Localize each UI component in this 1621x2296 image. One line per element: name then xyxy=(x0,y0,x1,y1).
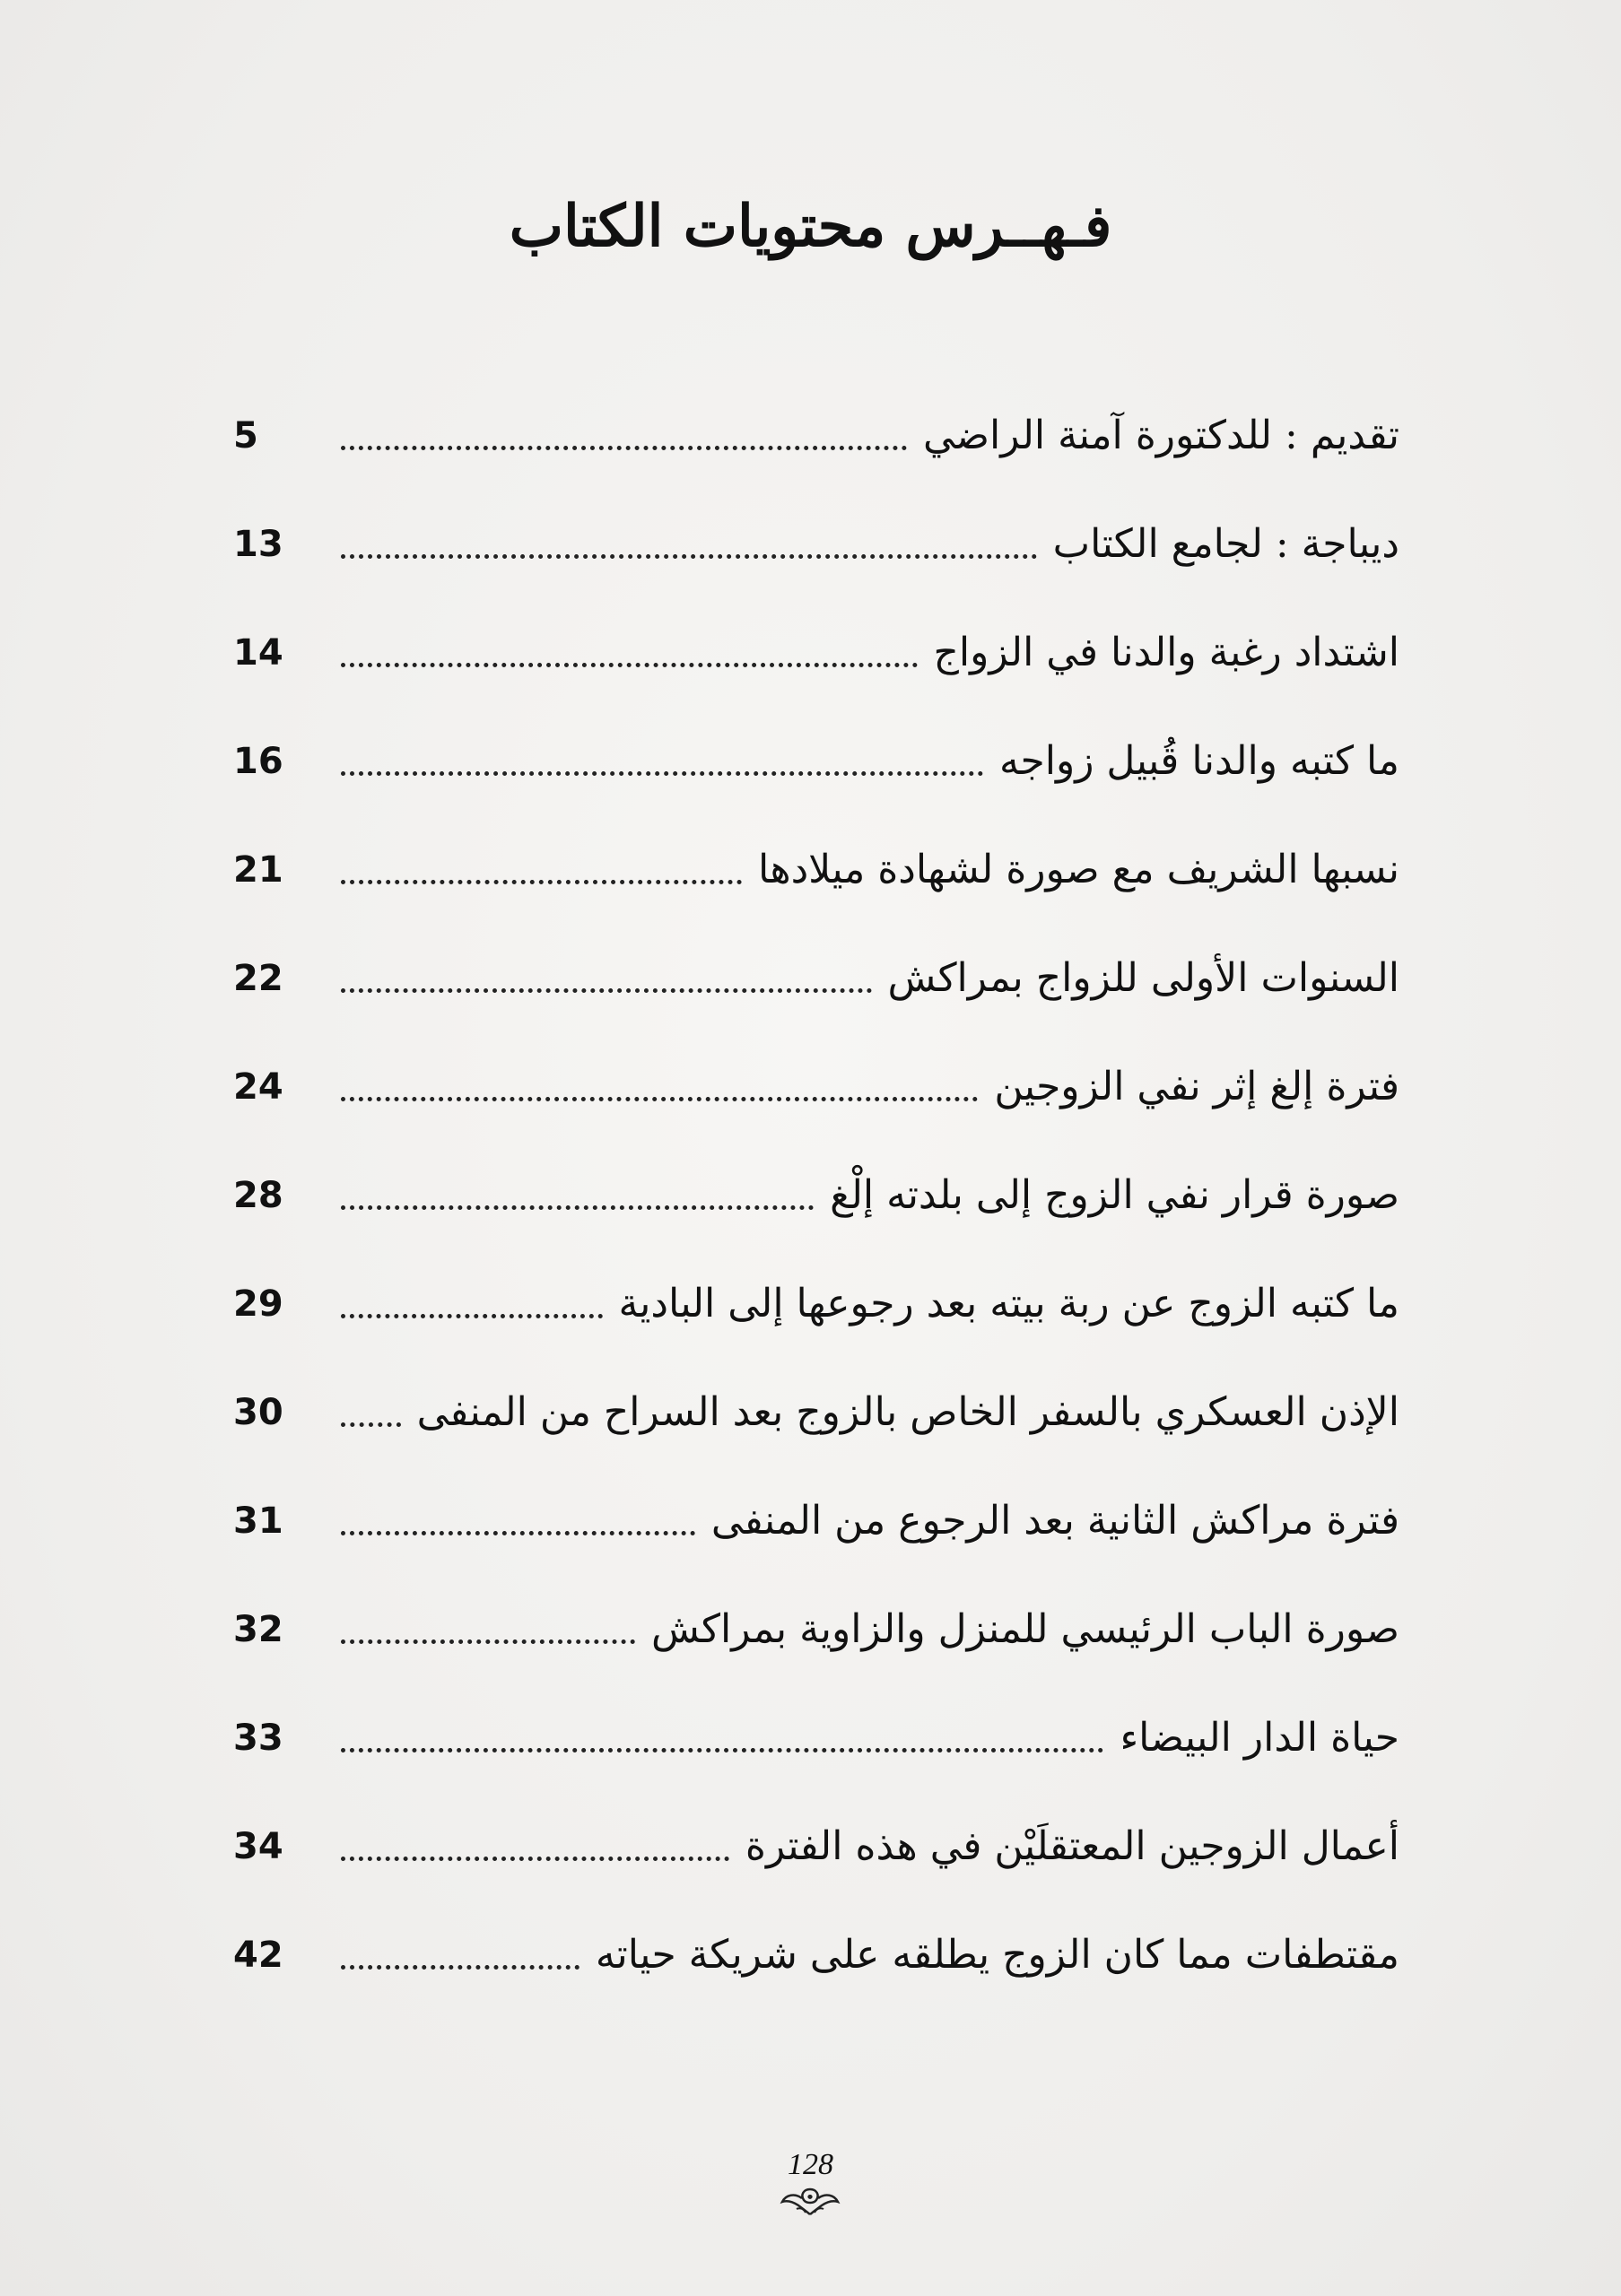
toc-page-number: 33 xyxy=(233,1717,283,1759)
toc-page-number: 5 xyxy=(233,414,258,457)
toc-page-number: 16 xyxy=(233,740,283,782)
toc-row xyxy=(233,1249,1399,1358)
toc-row xyxy=(233,1683,1399,1792)
toc-page-number: 24 xyxy=(233,1065,283,1108)
toc-page-number: 22 xyxy=(233,957,283,999)
dot-leader xyxy=(341,663,918,667)
toc-entry-title: ما كتبه الزوج عن ربة بيته بعد رجوعها إلى البادية xyxy=(618,1281,1399,1326)
dot-leader xyxy=(341,1097,978,1101)
dot-leader xyxy=(341,1422,401,1427)
toc-row xyxy=(233,598,1399,707)
page-number: 128 xyxy=(788,2148,833,2181)
toc-row xyxy=(233,1141,1399,1249)
toc-entry-title: السنوات الأولى للزواج بمراكش xyxy=(887,955,1399,1001)
toc-row xyxy=(233,381,1399,490)
toc-row xyxy=(233,1466,1399,1575)
toc-entry-title: الإذن العسكري بالسفر الخاص بالزوج بعد السراح من المنفى xyxy=(416,1389,1399,1435)
table-of-contents xyxy=(233,381,1399,2009)
toc-entry-title: فترة مراكش الثانية بعد الرجوع من المنفى xyxy=(710,1498,1399,1544)
toc-page-number: 32 xyxy=(233,1608,283,1650)
toc-entry-title: أعمال الزوجين المعتقلَيْن في هذه الفترة xyxy=(745,1823,1399,1869)
toc-entry-title: صورة الباب الرئيسي للمنزل والزاوية بمراكش xyxy=(650,1606,1399,1652)
dot-leader xyxy=(341,446,907,450)
dot-leader xyxy=(341,880,742,884)
toc-page-number: 30 xyxy=(233,1391,283,1433)
toc-row xyxy=(233,490,1399,598)
dot-leader xyxy=(341,1205,814,1210)
toc-entry-title: صورة قرار نفي الزوج إلى بلدته إلْغ xyxy=(830,1172,1399,1218)
toc-entry-title: تقديم : للدكتورة آمنة الراضي xyxy=(922,413,1399,458)
floral-ornament-icon xyxy=(779,2184,841,2220)
dot-leader xyxy=(341,1639,635,1644)
toc-row xyxy=(233,1900,1399,2009)
dot-leader xyxy=(341,1748,1103,1752)
toc-row xyxy=(233,924,1399,1032)
toc-entry-title: ما كتبه والدنا قُبيل زواجه xyxy=(998,738,1399,784)
toc-page-number: 29 xyxy=(233,1283,283,1325)
toc-page-number: 42 xyxy=(233,1934,283,1976)
toc-row xyxy=(233,1358,1399,1466)
toc-row xyxy=(233,1032,1399,1141)
dot-leader xyxy=(341,1314,603,1318)
dot-leader xyxy=(341,988,872,993)
dot-leader xyxy=(341,1965,580,1970)
dot-leader xyxy=(341,771,983,776)
toc-page-number: 21 xyxy=(233,848,283,891)
page-title: فـهــرس محتويات الكتاب xyxy=(509,193,1112,260)
toc-entry-title: اشتداد رغبة والدنا في الزواج xyxy=(933,630,1399,675)
toc-page-number: 14 xyxy=(233,631,283,674)
dot-leader xyxy=(341,1857,729,1861)
toc-entry-title: فترة إلغ إثر نفي الزوجين xyxy=(994,1064,1399,1109)
toc-entry-title: حياة الدار البيضاء xyxy=(1120,1715,1399,1761)
toc-entry-title: مقتطفات مما كان الزوج يطلقه على شريكة حياته xyxy=(595,1932,1399,1978)
toc-row xyxy=(233,815,1399,924)
toc-entry-title: نسبها الشريف مع صورة لشهادة ميلادها xyxy=(757,847,1399,892)
toc-page-number: 34 xyxy=(233,1825,283,1867)
toc-page-number: 31 xyxy=(233,1500,283,1542)
toc-entry-title: ديباجة : لجامع الكتاب xyxy=(1052,521,1399,567)
toc-row xyxy=(233,707,1399,815)
toc-page-number: 13 xyxy=(233,523,283,565)
dot-leader xyxy=(341,554,1037,559)
toc-row xyxy=(233,1792,1399,1900)
dot-leader xyxy=(341,1531,695,1535)
toc-page-number: 28 xyxy=(233,1174,283,1216)
toc-row xyxy=(233,1575,1399,1683)
